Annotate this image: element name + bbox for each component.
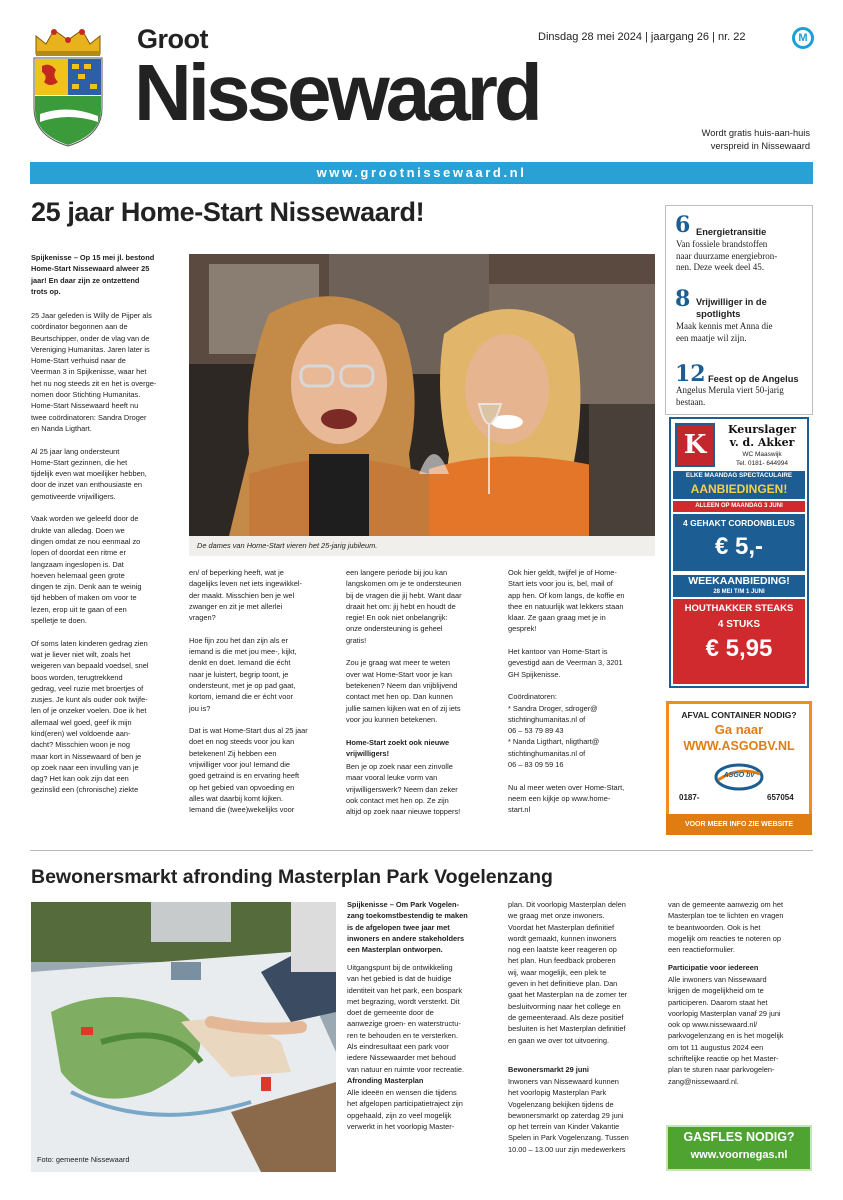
- article-column-1: 25 Jaar geleden is Willy de Pijper als coördinator begonnen aan de Beurtschipper, onder de vlag van de Vereniging Humanitas. Jaren later is Home-Start verhuisd naar de Veerman 3 in Spijkenisse, waar het het nu nog steeds zit en het is overge- nomen door Stichting Humanitas. Home-Start Nissewaard heeft nu twee coördinatoren: Sandra Droger en Nanda Ligthart. Al 25 jaar lang ondersteunt Home-Start gezinnen, die het tijdelijk even wat moeilijker hebben, door de inzet van enthousiaste en gemotiveerde vrijwilligers. Vaak worden we geleefd door de drukte van alledag. Doen we dingen omdat ze nou eenmaal zo lopen of doordat een ritme er langzaam ingeslopen is. Dat hoeven helemaal geen grote dingen te zijn. Denk aan te weinig tijd hebben of maken om voor te lezen, erop uit te gaan of een spelletje te doen. Of soms laten kinderen gedrag zien wat je liever niet wilt, zoals het weigeren van bepaald voedsel, snel boos worden, terugtrekkend gedrag, veel ruzie met broertjes of zusjes. Je kunt als ouder ook twijfe- len of je onzeker voelen. Doe ik het allemaal wel goed, geef ik mijn kind(eren) wel voldoende aan- dacht? Misschien woon je nog maar kort in Nissewaard of ben je op zoek naar een invulling van je dag? Het kan ook zijn dat een gezinslid een (chronische) ziekte: [31, 311, 157, 795]
- issue-date: Dinsdag 28 mei 2024 | jaargang 26 | nr. 22: [538, 31, 746, 43]
- butcher-phone: Tel. 0181- 644994: [735, 460, 789, 467]
- article-2-title: Bewonersmarkt afronding Masterplan Park Vogelenzang: [31, 866, 553, 888]
- article-2-photo: [31, 902, 336, 1172]
- container-ad-footer: VOOR MEER INFO ZIE WEBSITE: [666, 814, 812, 835]
- butcher-logo: K: [675, 423, 715, 467]
- promo-banner-headline: AANBIEDINGEN!: [690, 482, 788, 496]
- container-advertisement[interactable]: [666, 701, 812, 835]
- promo-banner: [673, 471, 805, 499]
- toc-item-title[interactable]: Feest op de Angelus: [708, 374, 799, 384]
- article-column-4: Ook hier geldt, twijfel je of Home- Start iets voor jou is, bel, mail of app hen. Of kom langs, de koffie en thee en natuurlijk wat lekkers staan klaar. Ze gaan graag met je in gesprek! Het kantoor van Home-Start is gevestigd aan de Veerman 3, 3201 GH Spijkenisse. Coördinatoren: * Sandra Droger, sdroger@ stichtinghumanitas.nl of 06 – 53 79 89 43 * Nanda Ligthart, nligthart@ stichtinghumanitas.nl of 06 – 83 09 59 16 Nu al meer weten over Home-Start, neem een kijkje op www.home- start.nl: [508, 568, 625, 815]
- article-column-2: en/ of beperking heeft, wat je dagelijks leven net iets ingewikkel- der maakt. Misschien ben je wel zwanger en zit je met allerlei vragen? Hoe fijn zou het dan zijn als er iemand is die met jou mee-, kijkt, denkt en doet. Iemand die écht naar je luistert, begrip toont, je ondersteunt, met je op pad gaat, kortom, iemand die er écht voor jou is? Dat is wat Home-Start dus al 25 jaar doet en nog steeds voor jou kan betekenen! Zij hebben een vrijwilliger voor jou! Iemand die goed getraind is en ervaring heeft op het gebied van opvoeding en alles wat daarbij komt kijken. Iemand die (twee)wekelijks voor: [189, 568, 308, 815]
- offer-1-price: € 5,-: [714, 533, 764, 560]
- publisher-logo: M: [792, 27, 814, 49]
- website-bar[interactable]: www.grootnissewaard.nl: [30, 162, 813, 184]
- toc-item-description: Van fossiele brandstoffen naar duurzame energiebron- nen. Deze week deel 45.: [676, 239, 778, 272]
- article-title: 25 jaar Home-Start Nissewaard!: [31, 197, 425, 227]
- container-ad-headline: AFVAL CONTAINER NODIG?: [681, 710, 797, 720]
- week-offer-banner: [673, 575, 805, 597]
- week-offer-label: WEEKAANBIEDING!: [688, 575, 790, 587]
- toc-item-description: Maak kennis met Anna die een maatje wil zijn.: [676, 321, 773, 343]
- toc-item-page-number: 8: [675, 286, 691, 312]
- promo-banner-top: ELKE MAANDAG SPECTACULAIRE: [685, 472, 793, 479]
- gas-advertisement[interactable]: [666, 1125, 812, 1171]
- article-2-column-1: Uitgangspunt bij de ontwikkeling van het gebied is dat de huidige identiteit van het park, een bospark met begrazing, wordt versterkt. Dit doet de gemeente door de aanwezige groen- en waterstructu- ren te behouden en te versterken. Als eindresultaat een park voor iedere Nissewaarder met behoud van natuur en ruimte voor recreatie.: [347, 963, 465, 1074]
- photo-caption: De dames van Home-Start vieren het 25-jarig jubileum.: [189, 536, 655, 556]
- butcher-name: Keurslager v. d. Akker: [727, 423, 797, 449]
- article-lead: Spijkenisse – Op 15 mei jl. bestond Home-Start Nissewaard alweer 25 jaar! En daar zijn ze ontzettend trots op.: [31, 253, 155, 296]
- column-subheading: Home-Start zoekt ook nieuwe vrijwilligers!: [346, 738, 450, 759]
- article-2-subheading: Bewonersmarkt 29 juni: [508, 1065, 589, 1074]
- week-offer-dates: 28 MEI T/M 1 JUNI: [713, 589, 765, 595]
- masthead-title: Nissewaard: [134, 48, 539, 137]
- offer-1-product: 4 GEHAKT CORDONBLEUS: [683, 518, 795, 528]
- article-2-lead: Spijkenisse – Om Park Vogelen- zang toekomstbestendig te maken is de afgelopen twee jaar met inwoners en andere stakeholders een Masterplan ontworpen.: [347, 900, 468, 955]
- toc-item-description: Angelus Merula viert 50-jarig bestaan.: [676, 385, 784, 407]
- table-of-contents: [665, 205, 813, 415]
- gas-ad-url[interactable]: www.voornegas.nl: [690, 1149, 788, 1161]
- offer-2: [673, 599, 805, 684]
- masthead-title-small: Groot: [137, 24, 208, 54]
- offer-2-price: € 5,95: [705, 635, 773, 662]
- offer-1: [673, 514, 805, 571]
- offer-2-quantity: 4 STUKS: [717, 619, 761, 630]
- article-2-column-3: van de gemeente aanwezig om het Masterplan toe te lichten en vragen te beantwoorden. Ook is het mogelijk om reacties te noteren op een reactieformulier.: [668, 900, 784, 955]
- article-column-3-continued: Ben je op zoek naar een zinvolle maar vooral leuke vorm van vrijwilligerswerk? Neem dan zeker ook contact met hen op. Ze zijn altijd op zoek naar nieuwe toppers!: [346, 762, 461, 817]
- toc-item-page-number: 12: [675, 361, 706, 387]
- article-2-column-2: plan. Dit voorlopig Masterplan delen we graag met onze inwoners. Voordat het Masterplan definitief wordt gemaakt, kunnen inwoners nog een laatste keer reageren op het plan. Hun feedback proberen wij, waar mogelijk, een plek te geven in het definitieve plan. Dan gaat het Masterplan na de zomer ter besluitvorming naar het college en de gemeenteraad. Als deze positief besluiten is het Masterplan definitief en gaan we over tot uitvoering.: [508, 900, 628, 1045]
- butcher-advertisement[interactable]: [669, 417, 809, 688]
- butcher-location: WC Maaswijk: [742, 451, 782, 458]
- promo-date: ALLEEN OP MAANDAG 3 JUNI: [673, 501, 805, 512]
- container-ad-url[interactable]: WWW.ASGOBV.NL: [683, 739, 795, 753]
- article-column-3: een langere periode bij jou kan langskomen om je te ondersteunen bij de vragen die jij hebt. Want daar draait het om: jij hebt en houdt de regie! En ook niet onbelangrijk: onze ondersteuning is geheel gratis! Zou je graag wat meer te weten over wat Home-Start voor je kan betekenen? Neem dan vrijblijvend contact met hen op. Dan kunnen jullie samen kijken wat en of zij iets voor jou kunnen betekenen.: [346, 568, 462, 724]
- municipality-crest: [30, 24, 106, 148]
- article-2-subheading: Participatie voor iedereen: [668, 963, 759, 972]
- article-2-column-2-continued: Inwoners van Nissewaard kunnen het voorlopig Masterplan Park Vogelenzang bekijken tijdens de bewonersmarkt op zaterdag 29 juni op het terrein van Kinder Vakantie Spelen in Park Vogelenzang. Tussen 10.00 – 13.00 uur zijn medewerkers: [508, 1077, 629, 1154]
- toc-item-page-number: 6: [675, 212, 691, 238]
- container-ad-phone-prefix: 0187-: [679, 793, 700, 802]
- article-photo: [189, 254, 655, 536]
- asgo-logo-text: ASGO bv: [723, 772, 755, 779]
- section-divider: [30, 850, 813, 851]
- gas-ad-headline: GASFLES NODIG?: [683, 1130, 795, 1144]
- article-2-subheading: Afronding Masterplan: [347, 1076, 424, 1085]
- container-ad-phone-number: 657054: [767, 793, 794, 802]
- article-2-column-1-continued: Alle ideeën en wensen die tijdens het afgelopen participatietraject zijn opgehaald, zijn zo veel mogelijk verwerkt in het voorlopig Master-: [347, 1088, 463, 1131]
- article-2-column-3-continued: Alle inwoners van Nissewaard krijgen de mogelijkheid om te participeren. Daarom staat het voorlopig Masterplan vanaf 29 juni ook op www.nissewaard.nl/ parkvogelenzang en is het mogelijk om tot 11 augustus 2024 een schriftelijke reactie op het Master- plan te sturen naar parkvogelen- zang@nissewaard.nl.: [668, 975, 784, 1086]
- toc-item-title[interactable]: Energietransitie: [696, 227, 767, 237]
- container-ad-cta: Ga naar: [714, 722, 764, 737]
- toc-item-title[interactable]: Vrijwilliger in de spotlights: [696, 297, 767, 319]
- distribution-note: Wordt gratis huis-aan-huis verspreid in Nissewaard: [701, 128, 810, 151]
- article-2-photo-caption: Foto: gemeente Nissewaard: [37, 1155, 130, 1164]
- offer-2-product: HOUTHAKKER STEAKS: [684, 603, 794, 614]
